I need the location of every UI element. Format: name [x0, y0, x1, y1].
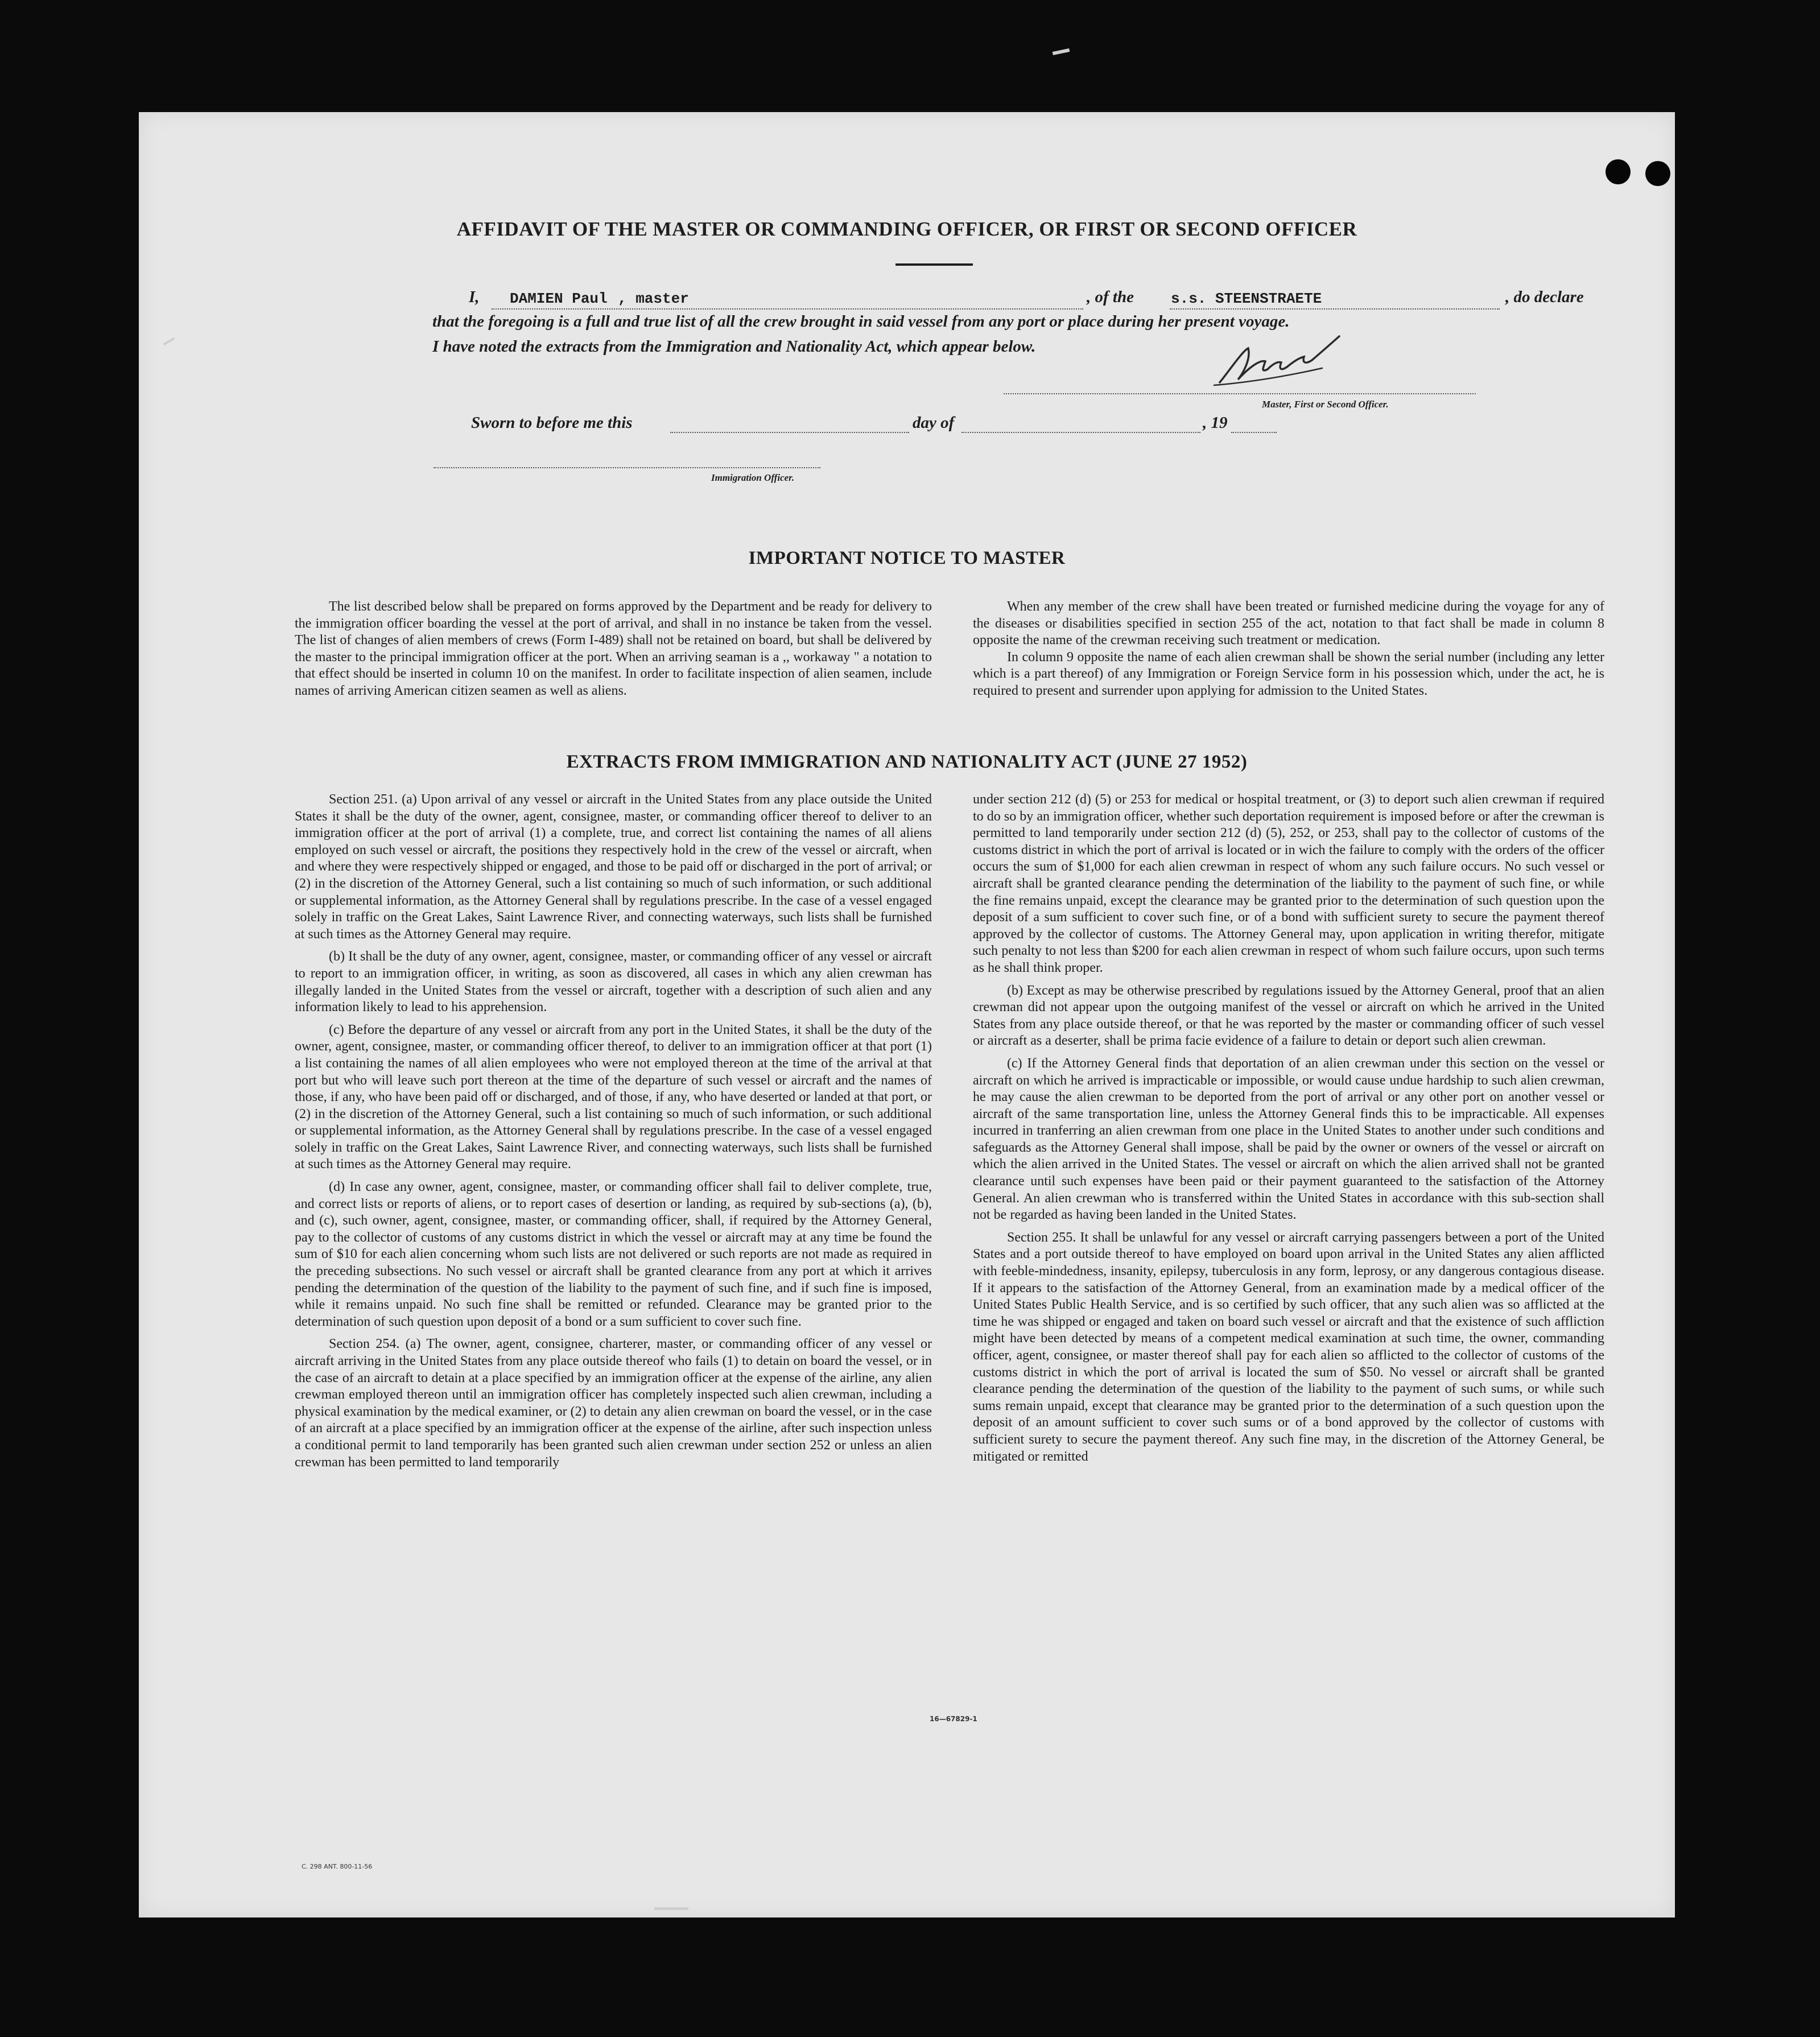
- extract-paragraph: Section 254. (a) The owner, agent, consignee, charterer, master, or commanding officer of any vessel or aircraft arriving in the United States from any place outside thereof who fails (1) to detain on board the vessel, or in the case of an aircraft to detain at a place specified by an immigration officer at the expense of the airline, any alien crewman employed thereon until an immigration officer has completely inspected such alien crewman, including a physical examination by the medical examiner, or (2) to detain any alien crewman on board the vessel, or in the case of an aircraft at a place specified by an immigration officer at the expense of the airline, after such inspection unless a conditional permit to land temporarily has been granted such alien crewman under section 252 or unless an alien crewman has been permitted to land temporarily: [295, 1337, 932, 1470]
- scan-mark: [654, 1907, 688, 1910]
- signature-caption: Master, First or Second Officer.: [1262, 399, 1389, 410]
- document-page: [139, 112, 1675, 1918]
- title-rule: [895, 263, 973, 266]
- declaration-do-declare: , do declare: [1505, 288, 1584, 306]
- sworn-line: [471, 414, 1472, 436]
- declaration-of-the: , of the: [1087, 288, 1134, 306]
- extract-paragraph: (d) In case any owner, agent, consignee, master, or commanding officer shall fail to deliver complete, true, and correct lists or reports of aliens, or to report cases of desertion or landing, as required by sub-sections (a), (b), and (c), such owner, agent, consignee, master, or commanding officer, shall, if required by the Attorney General, pay to the collector of customs of any customs district in which the vessel or aircraft may at any time be found the sum of $10 for each alien concerning whom such lists are not delivered or such reports are not made as required in the preceding subsections. No such vessel or aircraft shall be granted clearance from any port at which it arrives pending the determination of the question of the liability to the payment of such fine, and if such fine is imposed, while it remains unpaid. No such fine shall be remitted or refunded. Clearance may be granted prior to the determination of such question upon deposit of a bond or a sum sufficient to cover such fine.: [295, 1180, 932, 1329]
- extracts-title: EXTRACTS FROM IMMIGRATION AND NATIONALITY ACT (JUNE 27 1952): [566, 752, 1248, 772]
- master-name-field: DAMIEN Paul: [510, 290, 608, 307]
- extract-paragraph: (c) If the Attorney General finds that deportation of an alien crewman under this section on the vessel or aircraft on which he arrived is impracticable or impossible, or would cause undue hardship to such alien crewman, he may cause the alien crewman to be deported from the port of arrival or any other port on another vessel or aircraft of the same transportation line, unless the Attorney General finds this to be impracticable. All expenses incurred in tranferring an alien crewman from one place in the United States to another under such conditions and safeguards as the Attorney General shall impose, shall be paid by the owner or owners of the vessel or aircraft on which the alien arrived in the United States. The vessel or aircraft on which the alien arrived shall not be granted clearance until such expenses have been paid or their payment guaranteed to the satisfaction of the Attorney General. An alien crewman who is transferred within the United States in accordance with this sub-section shall not be regarded as having been landed in the United States.: [973, 1055, 1604, 1223]
- sworn-year: , 19: [1203, 414, 1228, 432]
- notice-title: IMPORTANT NOTICE TO MASTER: [748, 548, 1066, 568]
- declaration-prefix: I,: [469, 288, 480, 306]
- sworn-day-line: [670, 432, 909, 433]
- declaration-line-2: that the foregoing is a full and true list of all the crew brought in said vessel from any port or place during her present voyage.: [432, 312, 1290, 331]
- signature-line: [1004, 393, 1476, 394]
- extract-paragraph: Section 251. (a) Upon arrival of any vessel or aircraft in the United States from any place outside the United States it shall be the duty of the owner, agent, consignee, master, or commanding officer thereof to deliver to an immigration officer at the port of arrival (1) a complete, true, and correct list containing the names of all aliens employed on such vessel or aircraft, the positions they respectively hold in the crew of the vessel or aircraft, when and where they were respectively shipped or engaged, and those to be paid off or discharged in the port of arrival; or (2) in the discretion of the Attorney General, such a list containing so much of such information, or such additional or supplemental information, as the Attorney General shall by regulations prescribe. In the case of a vessel engaged solely in traffic on the Great Lakes, Saint Lawrence River, and connecting waterways, such lists shall be furnished at such times as the Attorney General may require.: [295, 792, 932, 942]
- master-name-line: [492, 308, 1083, 310]
- notice-paragraph: In column 9 opposite the name of each alien crewman shall be shown the serial number (including any letter which is a part thereof) of any Immigration or Foreign Service form in his possession which, under the act, he is required to present and surrender upon applying for admission to the United States.: [973, 649, 1604, 698]
- affidavit-title: AFFIDAVIT OF THE MASTER OR COMMANDING OFFICER, OR FIRST OR SECOND OFFICER: [456, 218, 1357, 240]
- notice-paragraph: The list described below shall be prepared on forms approved by the Department and be ready for delivery to the immigration officer boarding the vessel at the port of arrival, and shall in no instance be taken from the vessel. The list of changes of alien members of crews (Form I-489) shall not be retained on board, but shall be delivered by the master to the principal immigration officer at the port. When an arriving seaman is a ,, workaway " a notation to that effect should be inserted in column 10 on the manifest. In order to facilitate inspection of alien seamen, include names of arriving American citizen seamen as well as aliens.: [295, 599, 932, 698]
- sworn-year-line: [1231, 432, 1277, 433]
- notice-left-column: [295, 599, 932, 706]
- sworn-prefix: Sworn to before me this: [471, 414, 633, 432]
- extract-paragraph: under section 212 (d) (5) or 253 for medical or hospital treatment, or (3) to deport such alien crewman if required to do so by an immigration officer, whether such deportation requirement is imposed before or after the crewman is permitted to land temporarily under section 212 (d) (5), 252, or 253, shall pay to the collector of customs of the customs district in which the port of arrival is located or in wich the failure to comply with the orders of the officer occurs the sum of $1,000 for each alien crewman in respect of whom any such failure occurs. No such vessel or aircraft shall be granted clearance pending the determination of the liability to the payment of such fine, or while the fine remains unpaid, except the clearance may be granted prior to the determination of such question upon the deposit of a sum sufficient to cover such fine, or of a bond with sufficient surety to secure the payment thereof approved by the collector of customs. The Attorney General may, upon application in writing therefor, mitigate such penalty to not less than $200 for each alien crewman in respect of whom such failure occurs, upon such terms as he shall think proper.: [973, 792, 1604, 975]
- vessel-name-line: [1170, 308, 1500, 310]
- master-signature: [1208, 328, 1345, 391]
- master-role-field: , master: [618, 290, 689, 307]
- vessel-name-field: s.s. STEENSTRAETE: [1171, 290, 1322, 307]
- notice-paragraph: When any member of the crew shall have been treated or furnished medicine during the voyage for any of the diseases or disabilities specified in section 255 of the act, notation to that fact shall be made in column 8 opposite the name of the crewman receiving such treatment or medication.: [973, 599, 1604, 648]
- notice-right-column: [973, 599, 1604, 706]
- form-number: 16—67829-1: [930, 1715, 977, 1723]
- declaration-line-1: [469, 288, 1616, 311]
- declaration-line-3: I have noted the extracts from the Immigration and Nationality Act, which appear below.: [432, 337, 1036, 356]
- immigration-officer-line: [434, 467, 820, 468]
- sworn-month-line: [961, 432, 1200, 433]
- extracts-right-column: [973, 791, 1604, 1471]
- extract-paragraph: (b) Except as may be otherwise prescribed by regulations issued by the Attorney General, proof that an alien crewman did not appear upon the outgoing manifest of the vessel or aircraft on which he arrived in the United States from any place outside thereof, or that he was reported by the master or commanding officer of such vessel or aircraft as a deserter, shall be prima facie evidence of a failure to detain or deport such alien crewman.: [973, 983, 1604, 1049]
- extract-paragraph: (c) Before the departure of any vessel or aircraft from any port in the United States, it shall be the duty of the owner, agent, consignee, master, or commanding officer thereof, to deliver to an immigration officer at that port (1) a list containing the names of all alien employees who were not employed thereon at the time of the arrival at that port but who will leave such port thereon at the time of the departure of such vessel or aircraft and the names of those, if any, who have been paid off or discharged, and of those, if any, who have deserted or landed at that port, or (2) in the discretion of the Attorney General, such a list containing so much of such information, or such additional or supplemental information, as the Attorney General shall by regulations prescribe. In the case of a vessel engaged solely in traffic on the Great Lakes, Saint Lawrence River, and connecting waterways, such lists shall be furnished at such times as the Attorney General may require.: [295, 1022, 932, 1172]
- punch-hole-left: [1606, 159, 1631, 184]
- extract-paragraph: Section 255. It shall be unlawful for any vessel or aircraft carrying passengers between a port of the United States and a port outside thereof to have employed on board upon arrival in the United States any alien afflicted with feeble-mindedness, insanity, epilepsy, tuberculosis in any form, leprosy, or any dangerous contagious disease. If it appears to the satisfaction of the Attorney General, from an examination made by a medical officer of the United States Public Health Service, and is so certified by such officer, that any such alien was so afflicted at the time he was shipped or engaged and taken on board such vessel or aircraft and that the existence of such affliction might have been detected by means of a competent medical examination at such time, the owner, commanding officer, agent, consignee, or master thereof shall pay for each alien so afflicted to the collector of customs of the customs district in which the port of arrival is located the sum of $50. No vessel or aircraft shall be granted clearance pending the determination of the question of the liability to the payment of such sums, or while such sums remain unpaid, except that clearance may be granted prior to the determination of a such question upon the deposit of an amount sufficient to cover such sums or of a bond approved by the collector of customs with sufficient surety to secure the payment thereof. Any such fine may, in the discretion of the Attorney General, be mitigated or remitted: [973, 1230, 1604, 1464]
- extracts-left-column: [295, 791, 932, 1477]
- punch-hole-right: [1645, 161, 1670, 186]
- scan-mark: [1053, 48, 1070, 55]
- sworn-day-of: day of: [913, 414, 955, 432]
- immigration-officer-caption: Immigration Officer.: [711, 472, 795, 483]
- extract-paragraph: (b) It shall be the duty of any owner, agent, consignee, master, or commanding officer of any vessel or aircraft to report to an immigration officer, in writing, as soon as discovered, all cases in which any alien crewman has illegally landed in the United States from the vessel or aircraft, together with a description of such alien and any information likely to lead to his apprehension.: [295, 949, 932, 1015]
- print-code: C. 298 ANT. 800-11-56: [302, 1863, 373, 1870]
